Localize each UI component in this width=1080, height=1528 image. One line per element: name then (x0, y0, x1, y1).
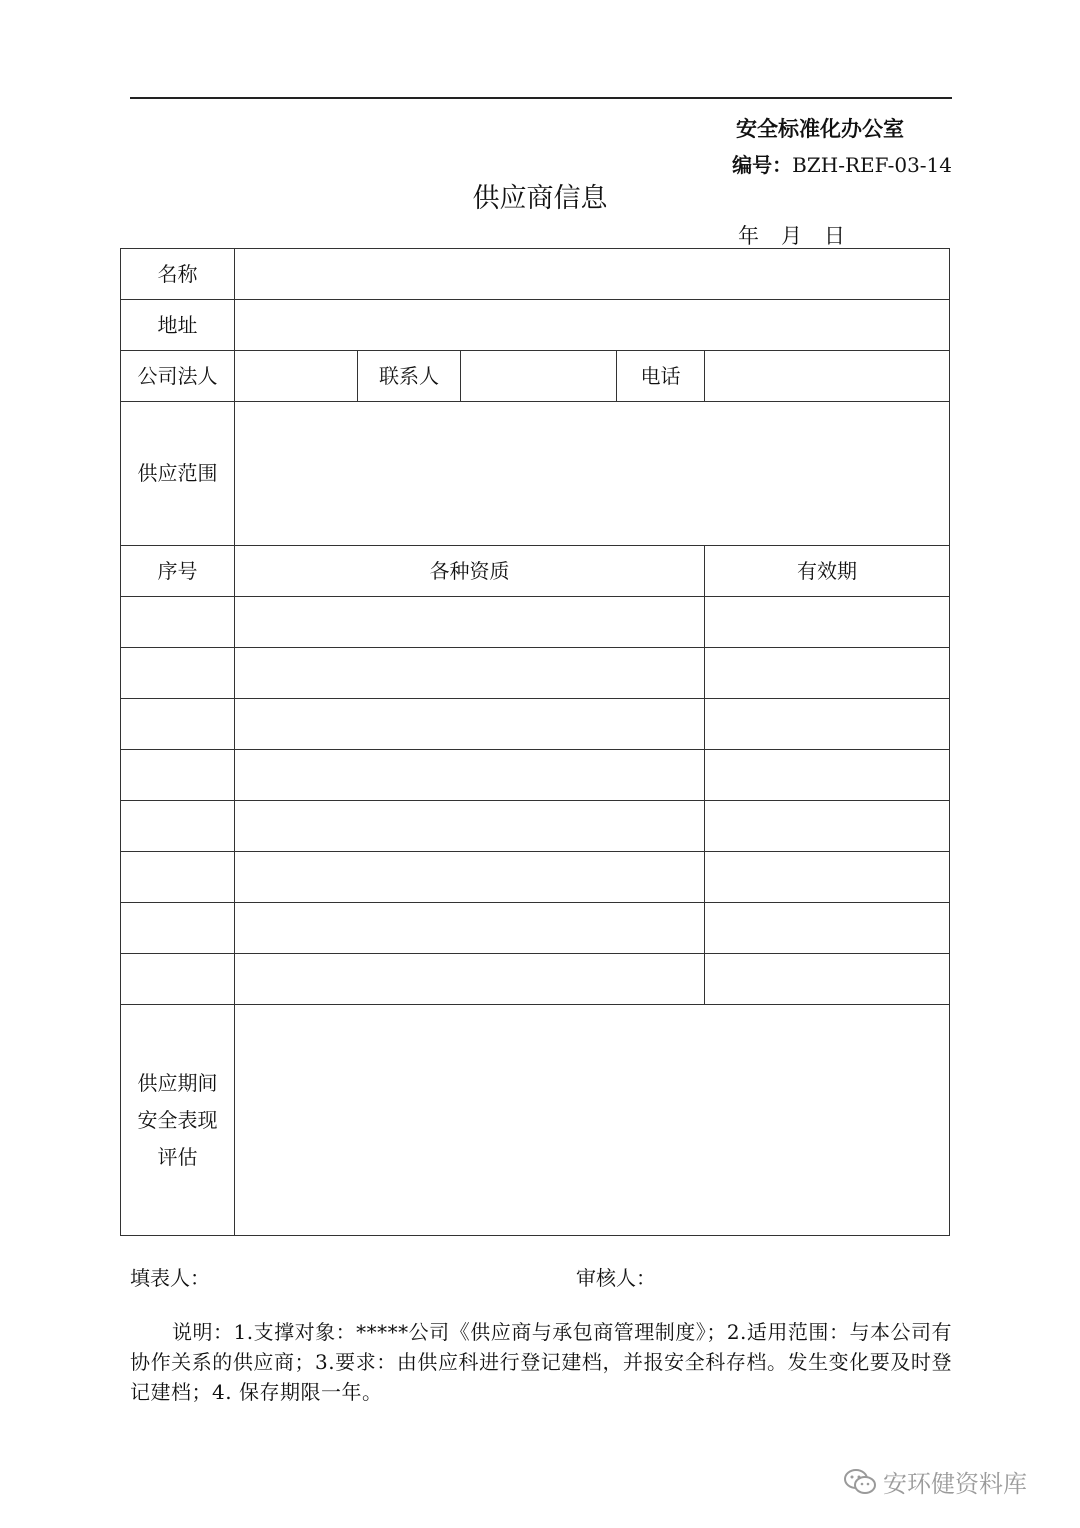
name-label: 名称 (121, 249, 235, 300)
seq-cell[interactable] (121, 699, 235, 750)
scope-row (121, 402, 950, 546)
validity-cell[interactable] (705, 903, 950, 954)
validity-cell[interactable] (705, 801, 950, 852)
office-name: 安全标准化办公室 (736, 117, 904, 141)
validity-cell[interactable] (705, 954, 950, 1005)
watermark-text: 安环健资料库 (883, 1470, 1027, 1498)
address-field[interactable] (235, 300, 950, 351)
validity-cell[interactable] (705, 750, 950, 801)
validity-cell[interactable] (705, 699, 950, 750)
supplier-form-table (120, 248, 950, 1236)
qualification-cell[interactable] (235, 852, 705, 903)
qualification-row (121, 903, 950, 954)
address-row (121, 300, 950, 351)
phone-label: 电话 (617, 351, 705, 402)
page-title: 供应商信息 (472, 183, 608, 214)
qualification-row (121, 597, 950, 648)
validity-cell[interactable] (705, 648, 950, 699)
qualification-cell[interactable] (235, 597, 705, 648)
contact-field[interactable] (461, 351, 617, 402)
qualification-rows (121, 597, 950, 1005)
qualification-header: 各种资质 (235, 546, 705, 597)
validity-header: 有效期 (705, 546, 950, 597)
phone-field[interactable] (705, 351, 950, 402)
qualification-row (121, 648, 950, 699)
contact-info-row (121, 351, 950, 402)
evaluation-label-line: 安全表现 (137, 1107, 218, 1132)
seq-header: 序号 (121, 546, 235, 597)
watermark (843, 1464, 1027, 1499)
date-year: 年 (738, 224, 759, 248)
qualification-header-row (121, 546, 950, 597)
qualification-row (121, 699, 950, 750)
contact-label: 联系人 (358, 351, 461, 402)
document-number-value: BZH-REF-03-14 (792, 153, 952, 177)
seq-cell[interactable] (121, 954, 235, 1005)
qualification-cell[interactable] (235, 750, 705, 801)
date-month: 月 (781, 224, 802, 248)
evaluation-label-line: 供应期间 (137, 1070, 218, 1095)
qualification-cell[interactable] (235, 954, 705, 1005)
seq-cell[interactable] (121, 597, 235, 648)
document-number-label: 编号： (732, 153, 793, 177)
seq-cell[interactable] (121, 903, 235, 954)
legal-rep-label: 公司法人 (121, 351, 235, 402)
header-rule (130, 97, 952, 99)
name-field[interactable] (235, 249, 950, 300)
seq-cell[interactable] (121, 750, 235, 801)
date-line (738, 220, 867, 250)
qualification-row (121, 801, 950, 852)
seq-cell[interactable] (121, 852, 235, 903)
validity-cell[interactable] (705, 852, 950, 903)
scope-field[interactable] (235, 402, 950, 546)
evaluation-label-line: 评估 (157, 1144, 198, 1169)
qualification-row (121, 750, 950, 801)
qualification-cell[interactable] (235, 699, 705, 750)
qualification-row (121, 852, 950, 903)
name-row (121, 249, 950, 300)
evaluation-row (121, 1005, 950, 1236)
reviewer-label: 审核人： (576, 1266, 656, 1290)
wechat-icon (843, 1468, 877, 1496)
validity-cell[interactable] (705, 597, 950, 648)
address-label: 地址 (121, 300, 235, 351)
scope-label: 供应范围 (121, 402, 235, 546)
seq-cell[interactable] (121, 648, 235, 699)
filler-label: 填表人： (130, 1266, 210, 1290)
qualification-cell[interactable] (235, 648, 705, 699)
qualification-row (121, 954, 950, 1005)
document-number (732, 149, 952, 178)
explanation-note: 说明：1.支撑对象：*****公司《供应商与承包商管理制度》；2.适用范围：与本公司有协作关系的供应商；3.要求：由供应科进行登记建档，并报安全科存档。发生变化要及时登记建档；4. 保存期限一年。 (130, 1320, 952, 1404)
seq-cell[interactable] (121, 801, 235, 852)
qualification-cell[interactable] (235, 903, 705, 954)
legal-rep-field[interactable] (235, 351, 358, 402)
evaluation-label (121, 1005, 235, 1236)
date-day: 日 (824, 224, 845, 248)
evaluation-field[interactable] (235, 1005, 950, 1236)
qualification-cell[interactable] (235, 801, 705, 852)
